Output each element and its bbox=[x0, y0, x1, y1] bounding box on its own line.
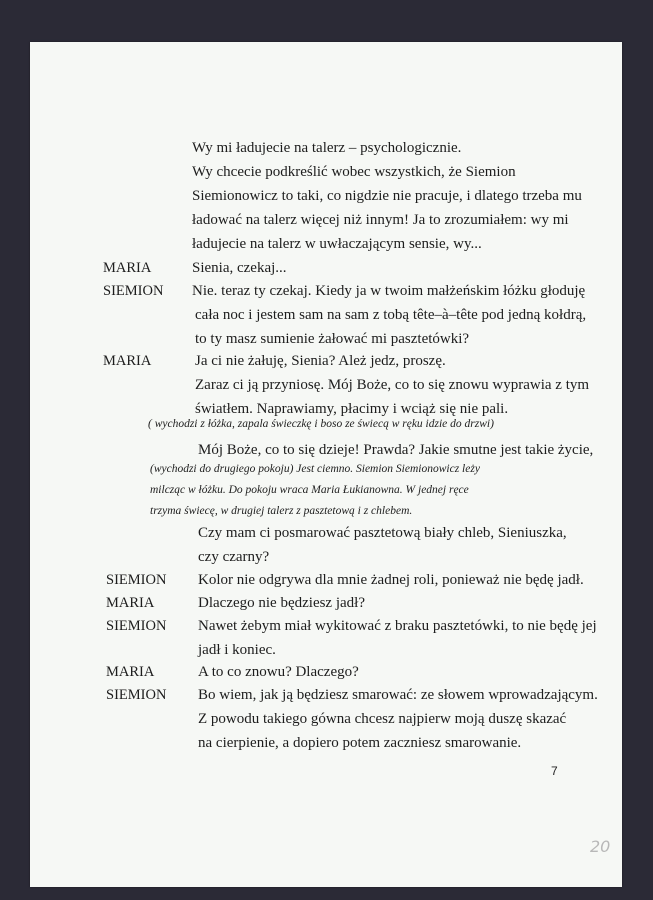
text-line: światłem. Naprawiamy, płacimy i wciąż się nie pali. bbox=[195, 401, 509, 417]
speaker-label: MARIA bbox=[106, 595, 155, 611]
text-line: Bo wiem, jak ją będziesz smarować: ze słowem wprowadzającym. bbox=[198, 687, 598, 703]
speaker-label: SIEMION bbox=[106, 572, 167, 588]
text-line: Sienia, czekaj... bbox=[192, 260, 287, 276]
text-line: na cierpienie, a dopiero potem zaczniesz smarowanie. bbox=[198, 735, 522, 751]
pencil-annotation: 20 bbox=[590, 837, 611, 856]
text-line: A to co znowu? Dlaczego? bbox=[198, 664, 359, 680]
speaker-label: MARIA bbox=[103, 260, 152, 276]
text-line: Ja ci nie żałuję, Sienia? Ależ jedz, proszę. bbox=[195, 353, 446, 369]
stage-direction: (wychodzi do drugiego pokoju) Jest ciemno. Siemion Siemionowicz leży bbox=[150, 463, 480, 475]
text-line: Nawet żebym miał wykitować z braku pasztetówki, to nie będę jej bbox=[198, 618, 597, 634]
script-page bbox=[30, 42, 622, 887]
text-line: Zaraz ci ją przyniosę. Mój Boże, co to się znowu wyprawia z tym bbox=[195, 377, 590, 393]
text-line: Wy chcecie podkreślić wobec wszystkich, że Siemion bbox=[192, 164, 516, 180]
text-line: jadł i koniec. bbox=[198, 642, 276, 658]
speaker-label: MARIA bbox=[106, 664, 155, 680]
text-line: Kolor nie odgrywa dla mnie żadnej roli, ponieważ nie będę jadł. bbox=[198, 572, 584, 588]
text-line: ładujecie na talerz w uwłaczającym sensie, wy... bbox=[192, 236, 482, 252]
speaker-label: MARIA bbox=[103, 353, 152, 369]
stage-direction: ( wychodzi z łóżka, zapala świeczkę i boso ze świecą w ręku idzie do drzwi) bbox=[148, 418, 494, 430]
text-line: Z powodu takiego gówna chcesz najpierw moją duszę skazać bbox=[198, 711, 567, 727]
stage-direction: milcząc w łóżku. Do pokoju wraca Maria Łukianowna. W jednej ręce bbox=[150, 484, 469, 496]
text-line: Siemionowicz to taki, co nigdzie nie pracuje, i dlatego trzeba mu bbox=[192, 188, 582, 204]
page-number: 7 bbox=[551, 764, 558, 778]
text-line: Dlaczego nie będziesz jadł? bbox=[198, 595, 365, 611]
text-line: ładować na talerz więcej niż innym! Ja to zrozumiałem: wy mi bbox=[192, 212, 569, 228]
text-line: to ty masz sumienie żałować mi pasztetówki? bbox=[195, 331, 470, 347]
text-line: Czy mam ci posmarować pasztetową biały chleb, Sieniuszka, bbox=[198, 525, 567, 541]
speaker-label: SIEMION bbox=[103, 283, 164, 299]
stage-direction: trzyma świecę, w drugiej talerz z pasztetową i z chlebem. bbox=[150, 505, 413, 517]
text-line: Mój Boże, co to się dzieje! Prawda? Jakie smutne jest takie życie, bbox=[198, 442, 594, 458]
text-line: Nie. teraz ty czekaj. Kiedy ja w twoim małżeńskim łóżku głoduję bbox=[192, 283, 586, 299]
text-line: czy czarny? bbox=[198, 549, 270, 565]
text-line: Wy mi ładujecie na talerz – psychologicznie. bbox=[192, 140, 462, 156]
speaker-label: SIEMION bbox=[106, 687, 167, 703]
speaker-label: SIEMION bbox=[106, 618, 167, 634]
text-line: cała noc i jestem sam na sam z tobą tête–à–tête pod jedną kołdrą, bbox=[195, 307, 587, 323]
